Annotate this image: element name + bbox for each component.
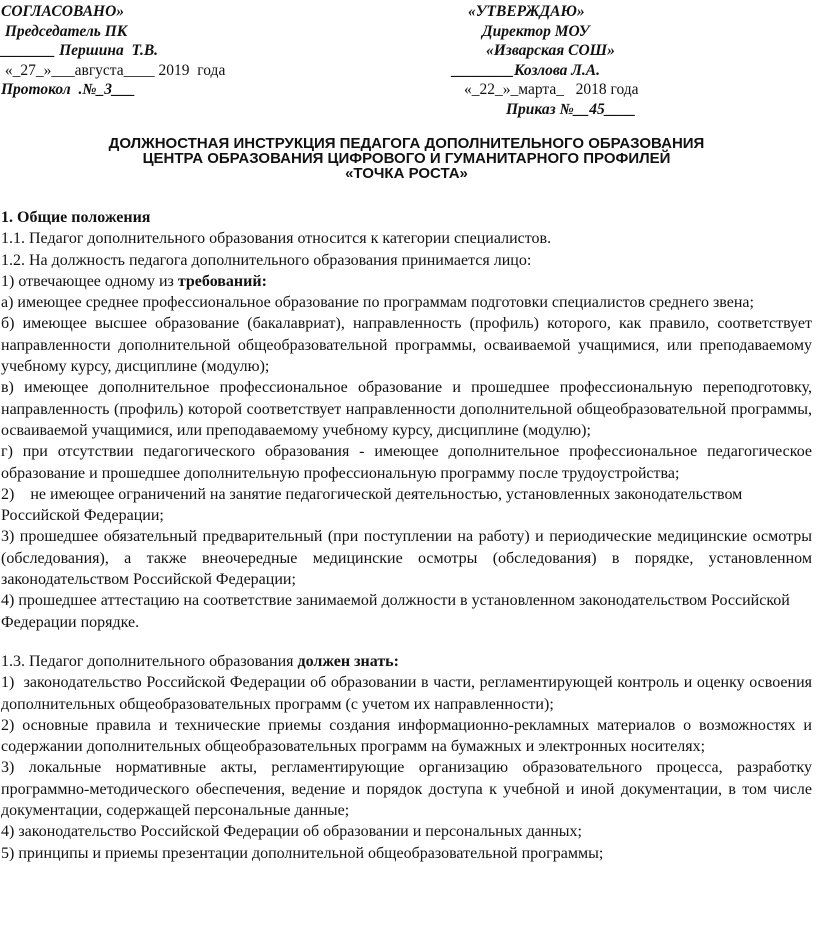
paragraph-gap [1, 633, 812, 651]
clause-1-3: 1.3. Педагог дополнительного образования должен знать: [1, 652, 399, 670]
knowledge-5: 5) принципы и приемы презентации дополнительной общеобразовательной программы; [1, 844, 604, 862]
chairman-signature-line [1, 41, 331, 61]
document-title [1, 136, 812, 181]
document-body [1, 207, 816, 864]
requirement-g: г) при отсутствии педагогического образования - имеющее дополнительное профессиональное педагогическое образование и прошедшее дополнительную профессиональную программу после трудоустройства; [1, 443, 812, 482]
title-line-2: ЦЕНТРА ОБРАЗОВАНИЯ ЦИФРОВОГО И ГУМАНИТАРНОГО ПРОФИЛЕЙ [142, 150, 671, 167]
signature-blank: _______ [1, 42, 56, 59]
director-signature-line [452, 61, 812, 81]
protocol-number: Протокол .№_3___ [1, 81, 136, 98]
agreed-label: СОГЛАСОВАНО» [1, 3, 125, 20]
approved-label: «УТВЕРЖДАЮ» [468, 3, 585, 20]
approved-date: «_22_»_марта_ 2018 года [464, 81, 639, 98]
clause-1-2: 1.2. На должность педагога дополнительного образования принимается лицо: [1, 251, 532, 269]
chairman-name: Першина Т.В. [55, 42, 159, 59]
order-number: Приказ №__45____ [506, 100, 636, 118]
title-line-1: ДОЛЖНОСТНАЯ ИНСТРУКЦИЯ ПЕДАГОГА ДОПОЛНИТЕЛЬНОГО ОБРАЗОВАНИЯ [108, 135, 705, 152]
section-heading: 1. Общие положения [1, 209, 151, 226]
union-chairman-title: Председатель ПК [1, 22, 128, 40]
clause-1-1: 1.1. Педагог дополнительного образования относится к категории специалистов. [1, 230, 552, 248]
signature-blank: ________ [452, 61, 514, 79]
requirement-2: 2) не имеющее ограничений на занятие педагогической деятельностью, установленных законодательством Российской Федерации; [1, 485, 747, 525]
requirements-intro: 1) отвечающее одному из требований: [1, 272, 267, 290]
agreed-block [1, 2, 331, 100]
title-line-3: «ТОЧКА РОСТА» [345, 165, 468, 182]
school-name: «Изварская СОШ» [486, 42, 615, 59]
knowledge-1: 1) законодательство Российской Федерации об образовании в части, регламентирующей контроль и оценку освоения дополнительных общеобразовательных программ (с учетом их направленности); [1, 674, 816, 713]
requirement-a: а) имеющее среднее профессиональное образование по программам подготовки специалистов среднего звена; [1, 294, 754, 312]
director-title: Директор МОУ [482, 22, 590, 40]
requirement-b: б) имеющее высшее образование (бакалавриат), направленность (профиль) которого, как правило, соответствует направленности дополнительной общеобразовательной программы, осваиваемой учащимися, или преподаваемому учебному курсу, дисциплине (модулю); [1, 315, 812, 376]
knowledge-4: 4) законодательство Российской Федерации об образовании и персональных данных; [1, 823, 582, 841]
requirement-3: 3) прошедшее обязательный предварительный (при поступлении на работу) и периодические медицинские осмотры (обследования), а также внеочередные медицинские осмотры (обследования) в порядке, установленном законодательством Российской Федерации; [1, 528, 812, 589]
director-name: Козлова Л.А. [514, 61, 600, 79]
knowledge-2: 2) основные правила и технические приемы создания информационно-рекламных материалов о возможностях и содержании дополнительных общеобразовательных программ на бумажных и электронных носителях; [1, 716, 812, 756]
approved-block [452, 2, 812, 119]
agreed-date: «_27_»___августа____ 2019 года [1, 61, 226, 79]
requirement-4: 4) прошедшее аттестацию на соответствие занимаемой должности в установленном законодательством Российской Федерации порядке. [1, 592, 790, 631]
approval-header [1, 2, 812, 122]
requirement-v: в) имеющее дополнительное профессиональное образование и прошедшее профессиональную переподготовку, направленность (профиль) которой соответствует направленности дополнительной общеобразовательной программы, осваиваемой учащимися, или преподаваемому учебному курсу, дисциплине (модулю); [1, 379, 812, 439]
knowledge-3: 3) локальные нормативные акты, регламентирующие организацию образовательного процесса, разработку программно-методического обеспечения, ведение и порядок доступа к учебной и иной документации, в том числе документации, содержащей персональные данные; [1, 759, 812, 820]
